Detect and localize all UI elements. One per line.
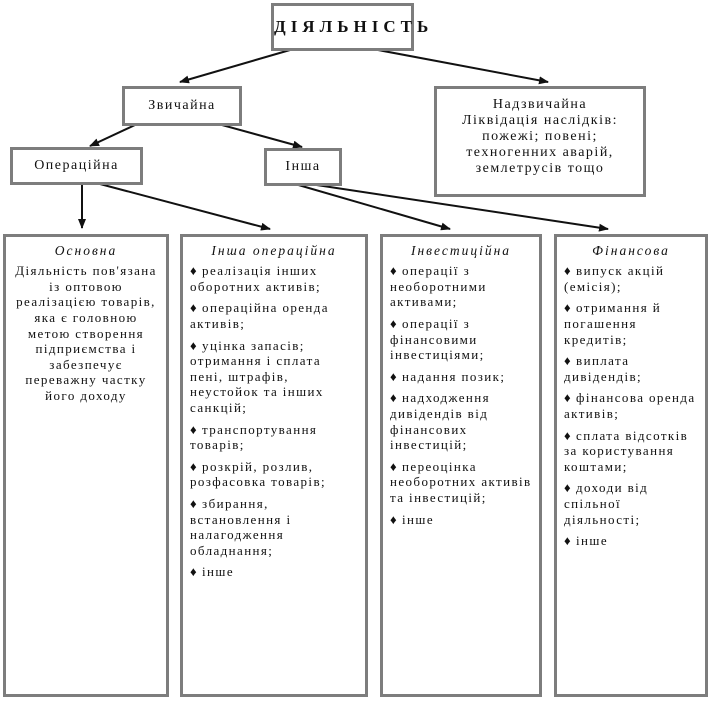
root-node-box bbox=[271, 3, 434, 51]
list-item: ♦ інше bbox=[190, 564, 234, 580]
bullet-icon: ♦ bbox=[190, 458, 199, 474]
bullet-icon: ♦ bbox=[190, 495, 199, 511]
financial-column bbox=[554, 234, 708, 697]
other-operating-title: Інша операційна bbox=[211, 243, 337, 258]
bullet-icon: ♦ bbox=[564, 263, 573, 279]
extraordinary-activity-label: Надзвичайна bbox=[492, 97, 588, 112]
other-activity-label: Інша bbox=[285, 159, 321, 174]
list-item: ♦ надання позик; bbox=[390, 368, 506, 384]
arrow-operating-to-other-operating bbox=[100, 184, 270, 229]
bullet-icon: ♦ bbox=[190, 263, 199, 279]
list-item: ♦ отримання й погашення кредитів; bbox=[564, 300, 662, 347]
list-item: ♦ операційна оренда активів; bbox=[190, 300, 329, 331]
operating-activity-label: Операційна bbox=[34, 158, 119, 173]
bullet-icon: ♦ bbox=[564, 427, 573, 443]
main-activity-title: Основна bbox=[54, 243, 118, 258]
list-item: ♦ збирання, встановлення і налагодження обладнання; bbox=[190, 495, 292, 558]
bullet-icon: ♦ bbox=[390, 458, 399, 474]
root-node-label: ДІЯЛЬНІСТЬ bbox=[274, 17, 434, 36]
other-activity-box bbox=[264, 148, 342, 186]
list-item: ♦ розкрій, розлив, розфасовка товарів; bbox=[190, 458, 326, 490]
bullet-icon: ♦ bbox=[390, 390, 399, 406]
arrow-root-to-usual bbox=[180, 50, 290, 82]
operating-activity-box bbox=[10, 147, 143, 185]
list-item: ♦ надходження дивідендів від фінансових інвестицій; bbox=[390, 390, 491, 453]
bullet-icon: ♦ bbox=[564, 390, 573, 406]
bullet-icon: ♦ bbox=[564, 533, 573, 549]
bullet-icon: ♦ bbox=[190, 300, 199, 316]
bullet-icon: ♦ bbox=[564, 300, 573, 316]
bullet-icon: ♦ bbox=[190, 421, 199, 437]
arrow-usual-to-other bbox=[222, 125, 302, 147]
arrow-usual-to-operating bbox=[90, 125, 135, 146]
bullet-icon: ♦ bbox=[390, 511, 399, 527]
arrow-other-to-investment bbox=[295, 184, 450, 229]
main-activity-text: Діяльність пов'язана із оптовою реалізацією товарів, яка є головною метою створення підприємства і забезпечує переважну частку його доходу bbox=[15, 263, 157, 403]
financial-title: Фінансова bbox=[592, 243, 670, 258]
list-item: ♦ уцінка запасів; отримання і сплата пені, штрафів, неустойок та інших санкцій; bbox=[190, 337, 324, 415]
investment-title: Інвестиційна bbox=[410, 243, 512, 258]
bullet-icon: ♦ bbox=[564, 353, 573, 369]
main-activity-column bbox=[3, 234, 169, 697]
list-item: ♦ операції з необоротними активами; bbox=[390, 263, 487, 310]
list-item: ♦ реалізація інших оборотних активів; bbox=[190, 263, 322, 294]
bullet-icon: ♦ bbox=[390, 315, 399, 331]
list-item: ♦ інше bbox=[390, 511, 434, 527]
list-item: ♦ переоцінка необоротних активів та інвестицій; bbox=[390, 458, 532, 505]
arrow-root-to-extraordinary bbox=[378, 50, 548, 82]
list-item: ♦ операції з фінансовими інвестиціями; bbox=[390, 315, 485, 363]
extraordinary-activity-text: Ліквідація наслідків: пожежі; повені; техногенних аварій, землетрусів тощо bbox=[462, 113, 618, 177]
list-item: ♦ виплата дивідендів; bbox=[564, 353, 643, 384]
list-item: ♦ транспортування товарів; bbox=[190, 421, 318, 453]
bullet-icon: ♦ bbox=[190, 337, 199, 353]
list-item: ♦ випуск акцій (емісія); bbox=[564, 263, 665, 294]
usual-activity-label: Звичайна bbox=[148, 98, 216, 113]
list-item: ♦ фінансова оренда активів; bbox=[564, 390, 696, 421]
bullet-icon: ♦ bbox=[390, 368, 399, 384]
list-item: ♦ доходи від спільної діяльності; bbox=[564, 480, 649, 527]
other-operating-column bbox=[180, 234, 368, 697]
list-item: ♦ сплата відсотків за користування коштами; bbox=[564, 427, 689, 474]
extraordinary-activity-box bbox=[434, 86, 646, 197]
list-item: ♦ інше bbox=[564, 533, 608, 549]
usual-activity-box bbox=[122, 86, 242, 126]
investment-column bbox=[380, 234, 542, 697]
bullet-icon: ♦ bbox=[390, 263, 399, 279]
bullet-icon: ♦ bbox=[190, 564, 199, 580]
bullet-icon: ♦ bbox=[564, 480, 573, 496]
